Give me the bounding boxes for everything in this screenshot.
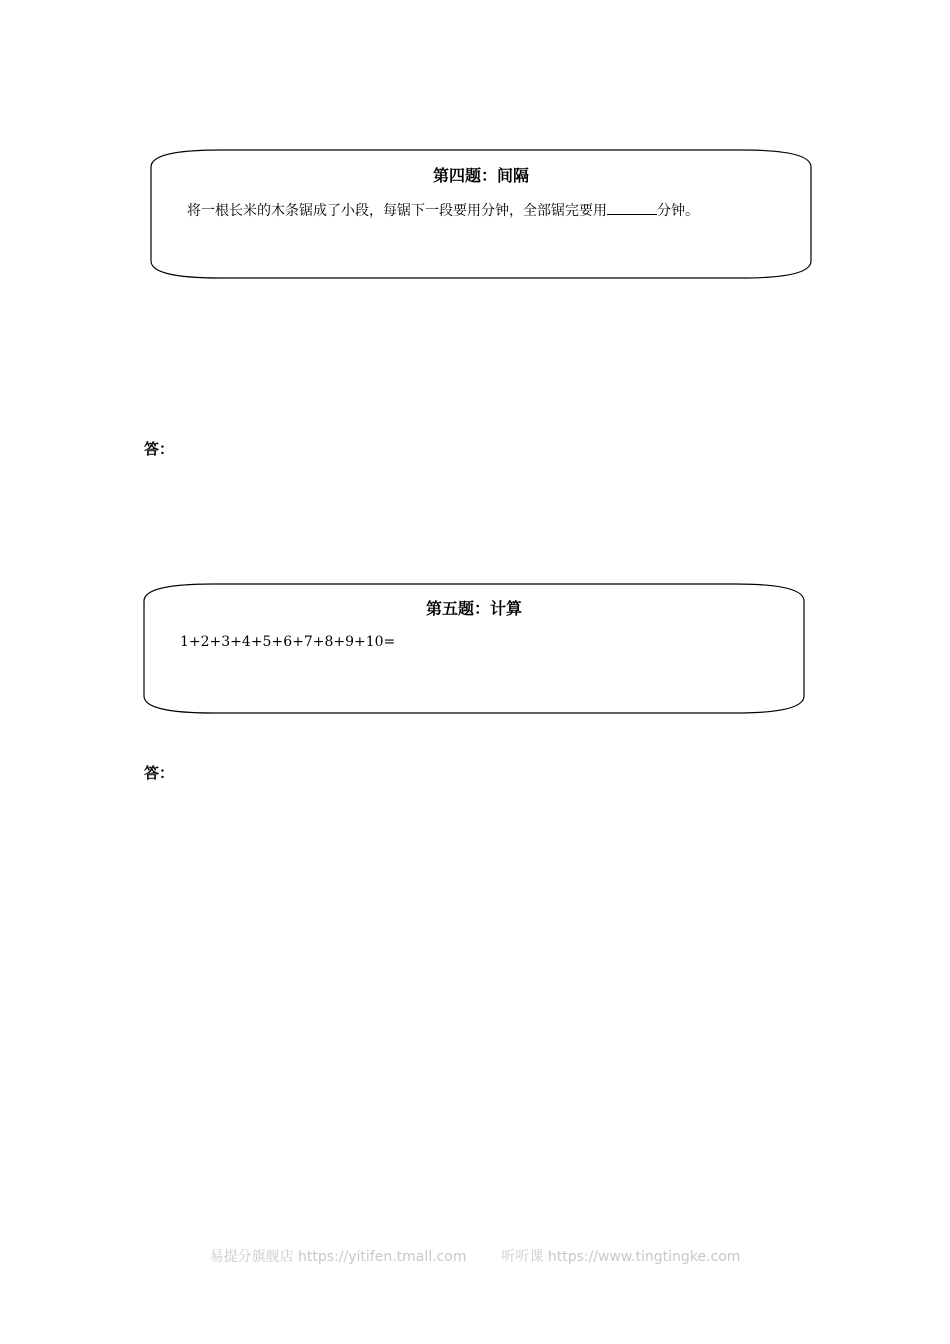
footer-course-url[interactable]: https://www.tingtingke.com	[547, 1249, 741, 1265]
answer-label-2: 答：	[144, 764, 175, 782]
question-4-text	[187, 200, 699, 220]
question-5-title: 第五题：计算	[425, 599, 522, 618]
question-5-box	[143, 583, 805, 714]
question-5-expression: 1+2+3+4+5+6+7+8+9+10=	[180, 634, 396, 650]
footer	[0, 1246, 950, 1266]
answer-label-1: 答：	[144, 440, 175, 458]
question-4-box	[150, 149, 812, 279]
footer-shop-name: 易提分旗舰店	[209, 1249, 294, 1265]
question-4-title: 第四题：间隔	[432, 166, 529, 185]
footer-course-name: 听听课	[501, 1249, 544, 1265]
answer-blank	[607, 200, 657, 215]
footer-shop-url[interactable]: https://yitifen.tmall.com	[298, 1249, 467, 1265]
question-4-text-after: 分钟。	[657, 203, 699, 219]
question-4-text-before: 将一根长米的木条锯成了小段，每锯下一段要用分钟，全部锯完要用	[187, 203, 607, 219]
